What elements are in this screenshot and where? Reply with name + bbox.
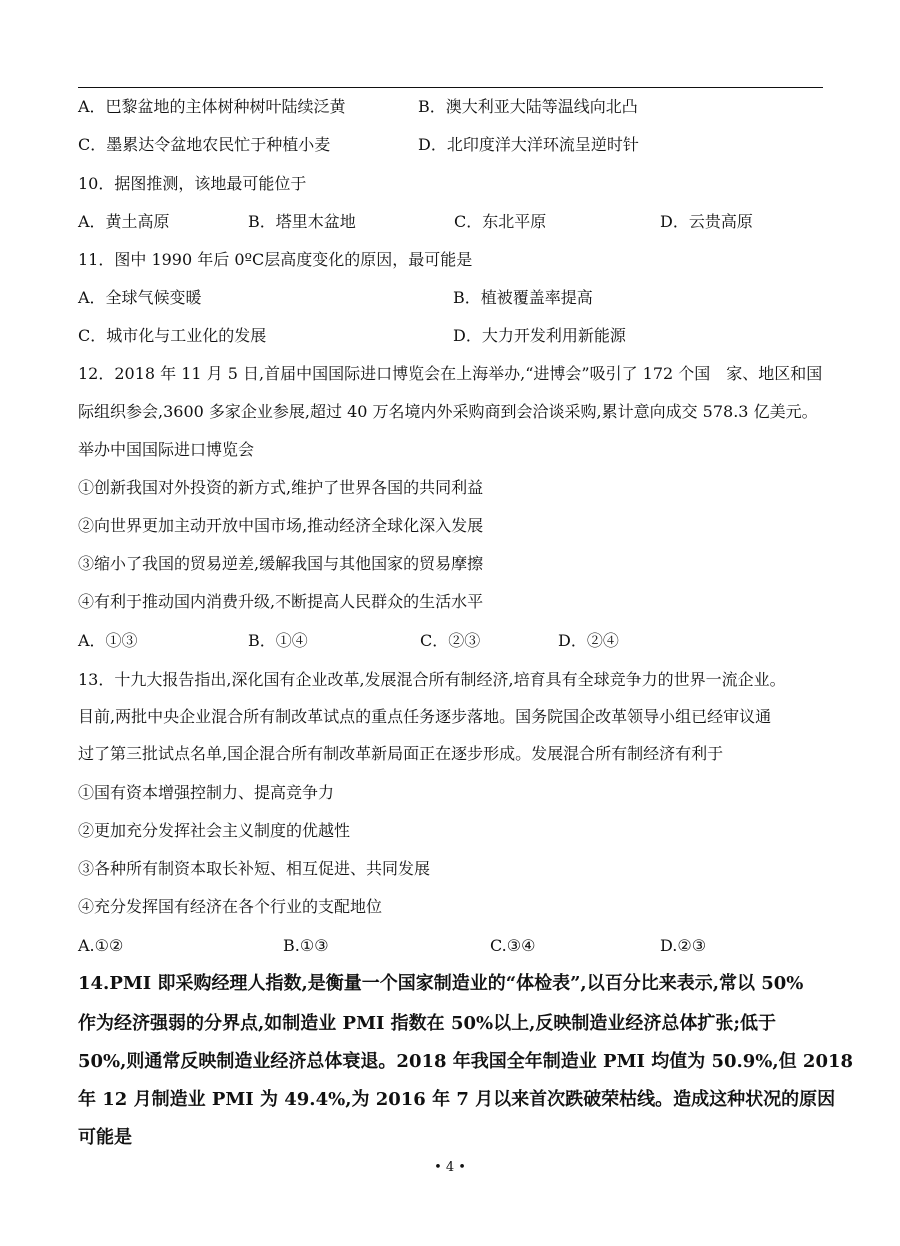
q9-option-d: D．北印度洋大洋环流呈逆时针 bbox=[418, 135, 639, 154]
q11-stem: 11．图中 1990 年后 0ºC层高度变化的原因，最可能是 bbox=[78, 250, 473, 269]
q10-stem: 10．据图推测，该地最可能位于 bbox=[78, 174, 307, 193]
q11-option-c: C．城市化与工业化的发展 bbox=[78, 326, 267, 345]
q12-item-2: ②向世界更加主动开放中国市场,推动经济全球化深入发展 bbox=[78, 516, 484, 535]
q13-item-3: ③各种所有制资本取长补短、相互促进、共同发展 bbox=[78, 859, 431, 878]
q12-stem-line-1: 12．2018 年 11 月 5 日,首届中国国际进口博览会在上海举办,“进博会”吸引了 172 个国 家、地区和国 bbox=[78, 364, 823, 383]
q10-option-c: C．东北平原 bbox=[454, 212, 547, 231]
q12-option-a: A．①③ bbox=[78, 631, 138, 650]
q9-option-a: A．巴黎盆地的主体树种树叶陆续泛黄 bbox=[78, 97, 346, 116]
q13-stem-line-1: 13．十九大报告指出,深化国有企业改革,发展混合所有制经济,培育具有全球竞争力的世界一流企业。 bbox=[78, 670, 786, 689]
q9-option-c: C．墨累达令盆地农民忙于种植小麦 bbox=[78, 135, 331, 154]
q11-option-b: B．植被覆盖率提高 bbox=[453, 288, 593, 307]
q14-stem-line-3: 50%,则通常反映制造业经济总体衰退。2018 年我国全年制造业 PMI 均值为 50.9%,但 2018 bbox=[78, 1051, 854, 1072]
page-number: • 4 • bbox=[434, 1160, 466, 1175]
q10-option-d: D．云贵高原 bbox=[660, 212, 753, 231]
q14-stem-line-5: 可能是 bbox=[78, 1127, 132, 1148]
q12-item-4: ④有利于推动国内消费升级,不断提高人民群众的生活水平 bbox=[78, 592, 484, 611]
q13-option-c: C.③④ bbox=[490, 936, 536, 955]
q12-option-c: C．②③ bbox=[420, 631, 481, 650]
q13-item-2: ②更加充分发挥社会主义制度的优越性 bbox=[78, 821, 351, 840]
q11-option-a: A．全球气候变暖 bbox=[78, 288, 202, 307]
q13-item-1: ①国有资本增强控制力、提高竞争力 bbox=[78, 783, 335, 802]
q12-option-d: D．②④ bbox=[558, 631, 619, 650]
q13-item-4: ④充分发挥国有经济在各个行业的支配地位 bbox=[78, 897, 383, 916]
q13-option-a: A.①② bbox=[78, 936, 124, 955]
q12-item-3: ③缩小了我国的贸易逆差,缓解我国与其他国家的贸易摩擦 bbox=[78, 554, 484, 573]
q13-stem-line-2: 目前,两批中央企业混合所有制改革试点的重点任务逐步落地。国务院国企改革领导小组已经审议通 bbox=[78, 707, 772, 726]
q10-option-a: A．黄土高原 bbox=[78, 212, 170, 231]
q9-option-b: B．澳大利亚大陆等温线向北凸 bbox=[418, 97, 638, 116]
q13-stem-line-3: 过了第三批试点名单,国企混合所有制改革新局面正在逐步形成。发展混合所有制经济有利于 bbox=[78, 744, 724, 763]
q12-item-1: ①创新我国对外投资的新方式,维护了世界各国的共同利益 bbox=[78, 478, 484, 497]
q12-stem-line-3: 举办中国国际进口博览会 bbox=[78, 440, 255, 459]
q12-option-b: B．①④ bbox=[248, 631, 308, 650]
header-rule bbox=[78, 87, 823, 88]
q11-option-d: D．大力开发利用新能源 bbox=[453, 326, 626, 345]
q10-option-b: B．塔里木盆地 bbox=[248, 212, 356, 231]
q13-option-b: B.①③ bbox=[283, 936, 329, 955]
q14-stem-line-4: 年 12 月制造业 PMI 为 49.4%,为 2016 年 7 月以来首次跌破荣枯线。造成这种状况的原因 bbox=[78, 1089, 836, 1110]
q13-option-d: D.②③ bbox=[660, 936, 707, 955]
q14-stem-line-2: 作为经济强弱的分界点,如制造业 PMI 指数在 50%以上,反映制造业经济总体扩张;低于 bbox=[78, 1013, 777, 1034]
q14-stem-line-1: 14.PMI 即采购经理人指数,是衡量一个国家制造业的“体检表”,以百分比来表示,常以 50% bbox=[78, 973, 804, 994]
q12-stem-line-2: 际组织参会,3600 多家企业参展,超过 40 万名境内外采购商到会洽谈采购,累计意向成交 578.3 亿美元。 bbox=[78, 402, 818, 421]
